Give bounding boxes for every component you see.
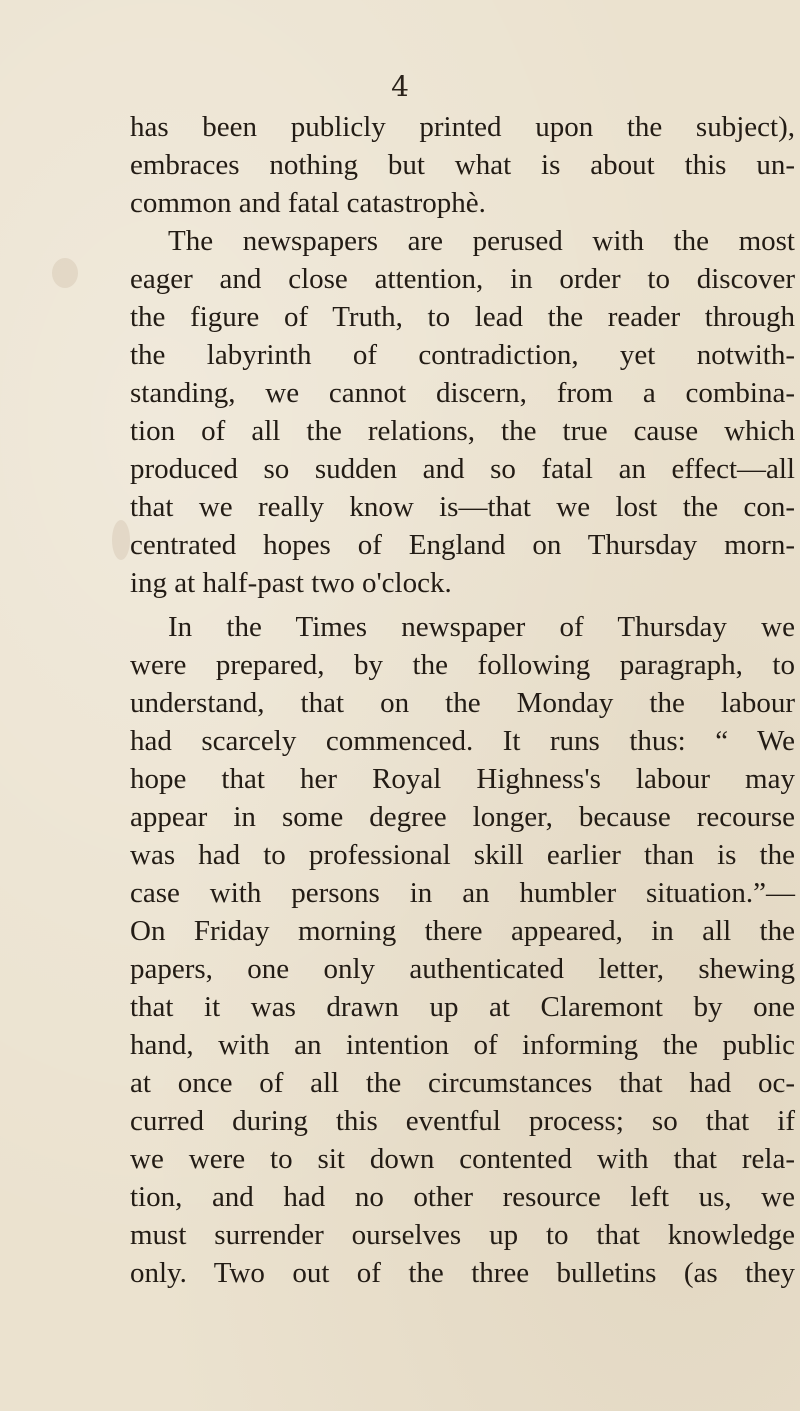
text-line: appear in some degree longer, because recourse — [130, 801, 795, 833]
text-line: hand, with an intention of informing the public — [130, 1029, 795, 1061]
text-line: at once of all the circumstances that had oc- — [130, 1067, 795, 1099]
text-line: the labyrinth of contradiction, yet notwith- — [130, 339, 795, 371]
text-line: produced so sudden and so fatal an effect—all — [130, 453, 795, 485]
text-line: centrated hopes of England on Thursday morn- — [130, 529, 795, 561]
text-line: standing, we cannot discern, from a combina- — [130, 377, 795, 409]
text-line: On Friday morning there appeared, in all the — [130, 915, 795, 947]
text-line: must surrender ourselves up to that knowledge — [130, 1219, 795, 1251]
text-line: that it was drawn up at Claremont by one — [130, 991, 795, 1023]
text-line: ing at half-past two o'clock. — [130, 567, 452, 599]
text-line: has been publicly printed upon the subject), — [130, 111, 795, 143]
text-line: tion, and had no other resource left us, we — [130, 1181, 795, 1213]
text-line: had scarcely commenced. It runs thus: “ We — [130, 725, 795, 757]
text-line: that we really know is—that we lost the con- — [130, 491, 795, 523]
text-line: curred during this eventful process; so that if — [130, 1105, 795, 1137]
text-line: In the Times newspaper of Thursday we — [168, 611, 795, 643]
text-line: were prepared, by the following paragraph, to — [130, 649, 795, 681]
text-line: understand, that on the Monday the labour — [130, 687, 795, 719]
text-line: we were to sit down contented with that rela- — [130, 1143, 795, 1175]
page-number: 4 — [391, 70, 409, 103]
text-line: eager and close attention, in order to discover — [130, 263, 795, 295]
text-line: was had to professional skill earlier than is the — [130, 839, 795, 871]
text-line: embraces nothing but what is about this un- — [130, 149, 795, 181]
text-line: papers, one only authenticated letter, shewing — [130, 953, 795, 985]
text-line: hope that her Royal Highness's labour may — [130, 763, 795, 795]
text-line: the figure of Truth, to lead the reader through — [130, 301, 795, 333]
text-line: common and fatal catastrophè. — [130, 187, 486, 219]
text-line: only. Two out of the three bulletins (as they — [130, 1257, 795, 1289]
text-line: case with persons in an humbler situation.”— — [130, 877, 795, 909]
text-line: tion of all the relations, the true cause which — [130, 415, 795, 447]
text-line: The newspapers are perused with the most — [168, 225, 795, 257]
